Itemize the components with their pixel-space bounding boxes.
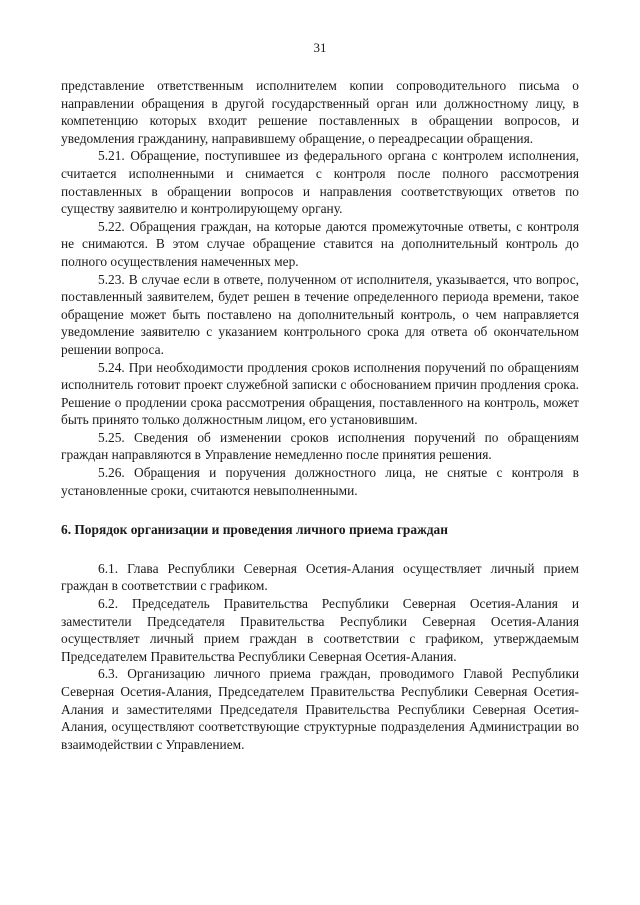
paragraph-6-1: 6.1. Глава Республики Северная Осетия-Алания осуществляет личный прием граждан в соответствии с графиком. bbox=[61, 560, 579, 594]
document-body bbox=[61, 77, 579, 753]
paragraph-6-2: 6.2. Председатель Правительства Республики Северная Осетия-Алания и заместители Председателя Правительства Республики Северная Осетия-Алания осуществляет личный прием граждан в соответствии с графиком, утверждаемым Председателем Правительства Республики Северная Осетия-Алания. bbox=[61, 596, 579, 664]
paragraph-5-22: 5.22. Обращения граждан, на которые даются промежуточные ответы, с контроля не снимаются. В этом случае обращение ставится на дополнительный контроль до полного осуществления намеченных мер. bbox=[61, 218, 579, 269]
section-heading: 6. Порядок организации и проведения личного приема граждан bbox=[61, 522, 448, 538]
paragraph-5-21: 5.21. Обращение, поступившее из федерального органа с контролем исполнения, считается исполненными и снимается с контроля после полного рассмотрения поставленных в обращении вопросов и направления соответствующих ответов по существу заявителю и контролирующему органу. bbox=[61, 148, 579, 217]
page-number: 31 bbox=[313, 40, 327, 55]
paragraph-continuation: представление ответственным исполнителем копии сопроводительного письма о направлении обращения в другой государственный орган или должностному лицу, в компетенцию которых входит решение поставленных в обращении вопросов, и уведомления гражданину, направившему обращение, о переадресации обращения. bbox=[61, 78, 579, 146]
paragraph-5-24: 5.24. При необходимости продления сроков исполнения поручений по обращениям исполнитель готовит проект служебной записки с обоснованием причин продления срока. Решение о продлении срока рассмотрения обращения, поставленного на контроль, может быть принято только должностным лицом, его установившим. bbox=[61, 359, 579, 428]
paragraph-5-25: 5.25. Сведения об изменении сроков исполнения поручений по обращениям граждан направляются в Управление немедленно после принятия решения. bbox=[61, 429, 579, 463]
paragraph-5-26: 5.26. Обращения и поручения должностного лица, не снятые с контроля в установленные сроки, считаются невыполненными. bbox=[61, 465, 579, 498]
paragraph-6-3: 6.3. Организацию личного приема граждан, проводимого Главой Республики Северная Осетия-Алания, Председателем Правительства Республики Северная Осетия-Алания и заместителями Председателя Правительства Республики Северная Осетия-Алания, осуществляют соответствующие структурные подразделения Администрации во взаимодействии с Управлением. bbox=[61, 666, 579, 752]
paragraph-5-23: 5.23. В случае если в ответе, полученном от исполнителя, указывается, что вопрос, поставленный заявителем, будет решен в течение определенного периода времени, такое обращение может быть поставлено на дополнительный контроль, о чем направляется уведомление заявителю с указанием контрольного срока для ответа об окончательном решении вопроса. bbox=[61, 271, 579, 357]
